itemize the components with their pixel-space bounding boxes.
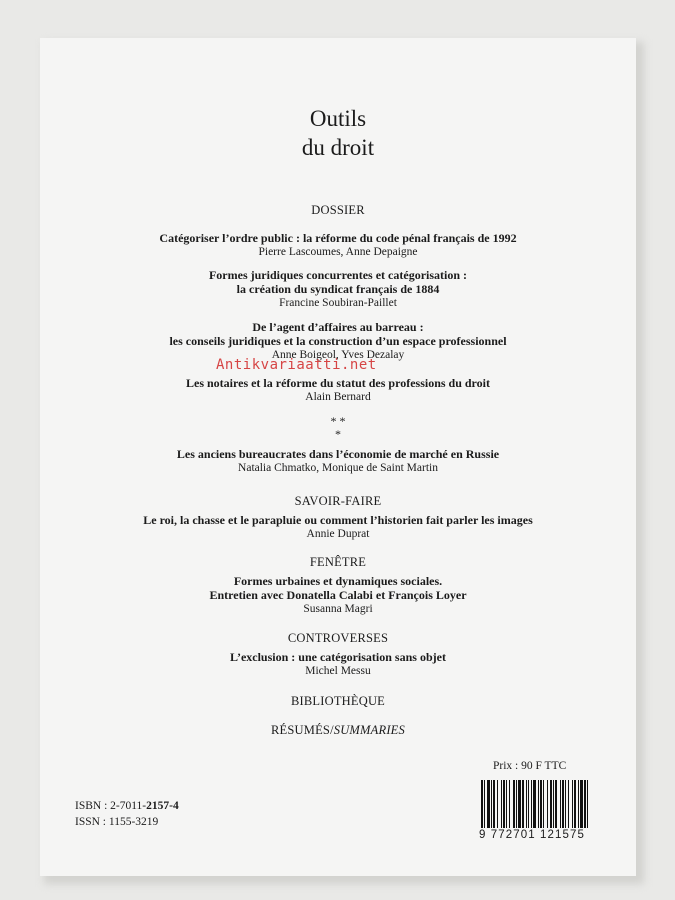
barcode-bar	[493, 780, 495, 828]
article-title-line-1: De l’agent d’affaires au barreau :	[252, 320, 424, 334]
barcode-bar	[522, 780, 524, 828]
barcode-bar	[484, 780, 485, 828]
article-title: Les notaires et la réforme du statut des professions du droit	[186, 376, 490, 390]
article-author: Natalia Chmatko, Monique de Saint Martin	[238, 462, 438, 474]
article-fenetre	[40, 574, 636, 616]
barcode-bar	[506, 780, 507, 828]
barcode-bar	[560, 780, 561, 828]
title-line-1: Outils	[309, 106, 367, 131]
article-title: L’exclusion : une catégorisation sans objet	[230, 650, 446, 664]
barcode-bar	[503, 780, 505, 828]
barcode-bar	[491, 780, 492, 828]
isbn-bold: 2157-4	[146, 800, 179, 812]
section-heading-bibliotheque: BIBLIOTHÈQUE	[290, 694, 386, 708]
section-heading-resumes	[40, 723, 636, 738]
barcode-bar	[578, 780, 579, 828]
section-heading-savoir-faire: SAVOIR-FAIRE	[294, 494, 382, 508]
resumes-label: RÉSUMÉS/	[271, 723, 334, 737]
book-title	[40, 104, 636, 162]
article-author: Susanna Magri	[303, 603, 373, 615]
price-label: Prix : 90 F TTC	[493, 760, 567, 772]
barcode-bar	[513, 780, 515, 828]
barcode-bar	[526, 780, 527, 828]
article-5	[40, 447, 636, 475]
barcode-digits: 9 772701 121575	[479, 829, 586, 841]
barcode-bar	[538, 780, 539, 828]
barcode-bar	[587, 780, 588, 828]
separator-stars-bottom: *	[335, 427, 341, 441]
article-savoir-faire	[40, 513, 636, 541]
article-title-line-2: Entretien avec Donatella Calabi et François Loyer	[209, 588, 467, 602]
title-line-2: du droit	[301, 135, 375, 160]
barcode-bar	[543, 780, 544, 828]
barcode-bar	[501, 780, 502, 828]
article-controverses	[40, 650, 636, 678]
article-4	[40, 376, 636, 404]
isbn-prefix: ISBN : 2-7011-	[75, 800, 147, 812]
barcode-bar	[568, 780, 569, 828]
barcode-bar	[481, 780, 483, 828]
issn-label: ISSN : 1155-3219	[75, 816, 159, 828]
barcode-bar	[565, 780, 566, 828]
barcode-bar	[518, 780, 521, 828]
section-heading-fenetre: FENÊTRE	[309, 555, 367, 569]
barcode-bar	[572, 780, 573, 828]
barcode-bar	[516, 780, 517, 828]
isbn-label	[75, 800, 179, 812]
summaries-label: SUMMARIES	[333, 723, 405, 737]
article-1	[40, 231, 636, 259]
barcode-bar	[584, 780, 586, 828]
barcode-bar	[497, 780, 498, 828]
barcode	[481, 780, 618, 828]
barcode-bar	[553, 780, 554, 828]
barcode-bar	[550, 780, 552, 828]
barcode-bar	[574, 780, 576, 828]
article-author: Annie Duprat	[306, 528, 370, 540]
barcode-bar	[528, 780, 529, 828]
article-3	[40, 320, 636, 362]
section-heading-controverses: CONTROVERSES	[287, 631, 389, 645]
barcode-bar	[555, 780, 557, 828]
book-back-cover	[40, 38, 636, 876]
barcode-bar	[547, 780, 548, 828]
article-title: Catégoriser l’ordre public : la réforme du code pénal français de 1992	[159, 231, 517, 245]
article-author: Francine Soubiran-Paillet	[279, 297, 397, 309]
article-author: Anne Boigeol, Yves Dezalay	[271, 349, 405, 361]
section-heading-dossier: DOSSIER	[311, 203, 365, 217]
barcode-bar	[487, 780, 490, 828]
article-title-line-1: Formes urbaines et dynamiques sociales.	[233, 574, 443, 588]
article-title: Le roi, la chasse et le parapluie ou comment l’historien fait parler les images	[143, 513, 533, 527]
barcode-bar	[533, 780, 536, 828]
barcode-bar	[531, 780, 532, 828]
barcode-bar	[509, 780, 510, 828]
separator-stars-top: * *	[330, 414, 346, 428]
barcode-bar	[562, 780, 564, 828]
article-author: Michel Messu	[305, 665, 371, 677]
article-title-line-1: Formes juridiques concurrentes et catégorisation :	[208, 268, 468, 282]
article-title: Les anciens bureaucrates dans l’économie de marché en Russie	[176, 447, 500, 461]
barcode-bar	[580, 780, 583, 828]
article-author: Alain Bernard	[305, 391, 371, 403]
barcode-bar	[540, 780, 542, 828]
article-title-line-2: la création du syndicat français de 1884	[236, 282, 440, 296]
article-2	[40, 268, 636, 310]
article-title-line-2: les conseils juridiques et la construction d’un espace professionnel	[169, 334, 507, 348]
article-author: Pierre Lascoumes, Anne Depaigne	[258, 246, 418, 258]
watermark-text: Antikvariaatti.net	[216, 357, 377, 373]
